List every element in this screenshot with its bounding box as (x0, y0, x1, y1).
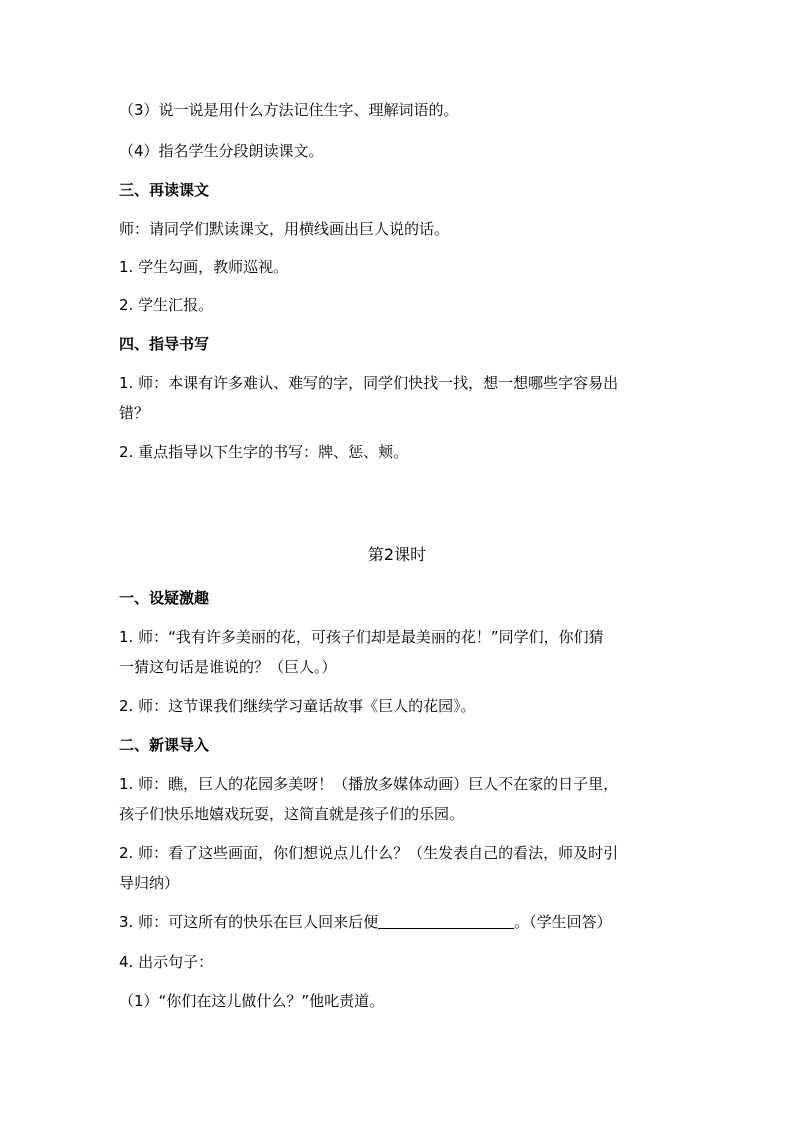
list-item-continuation: 一猜这句话是谁说的？（巨人。） (119, 658, 337, 676)
fill-in-blank (378, 912, 514, 929)
list-item: 1. 师：瞧，巨人的花园多美呀！（播放多媒体动画）巨人不在家的日子里， (119, 775, 619, 793)
list-item: 2. 师：这节课我们继续学习童话故事《巨人的花园》。 (119, 697, 476, 715)
fill-in-prefix: 3. 师：可这所有的快乐在巨人回来后便 (119, 913, 379, 931)
list-item-continuation: 孩子们快乐地嬉戏玩耍，这简直就是孩子们的乐园。 (119, 805, 465, 823)
list-item: 4. 出示句子： (119, 953, 214, 971)
list-item: 2. 重点指导以下生字的书写：牌、惩、颊。 (119, 443, 409, 461)
list-item: 2. 学生汇报。 (119, 296, 214, 314)
list-item-continuation: 错？ (119, 404, 150, 422)
list-item (119, 907, 679, 937)
list-item: 2. 师：看了这些画面，你们想说点儿什么？（生发表自己的看法，师及时引 (119, 844, 619, 862)
section-heading: 一、设疑激趣 (119, 589, 210, 607)
list-item: 1. 学生勾画，教师巡视。 (119, 258, 289, 276)
section-heading: 三、再读课文 (119, 181, 210, 199)
paragraph: 师：请同学们默读课文，用横线画出巨人说的话。 (119, 220, 450, 238)
list-item: 1. 师：“我有许多美丽的花，可孩子们却是最美丽的花！”同学们，你们猜 (119, 628, 604, 646)
list-item: （3）说一说是用什么方法记住生字、理解词语的。 (119, 101, 459, 119)
list-item: 1. 师：本课有许多难认、难写的字，同学们快找一找，想一想哪些字容易出 (119, 374, 619, 392)
section-heading: 四、指导书写 (119, 335, 210, 353)
lesson-title: 第2课时 (367, 545, 427, 564)
list-item: （4）指名学生分段朗读课文。 (119, 142, 324, 160)
section-heading: 二、新课导入 (119, 736, 210, 754)
fill-in-suffix: 。（学生回答） (514, 913, 612, 931)
list-item-continuation: 导归纳） (119, 874, 180, 892)
example-sentence: （1）“你们在这儿做什么？”他叱责道。 (119, 992, 385, 1010)
